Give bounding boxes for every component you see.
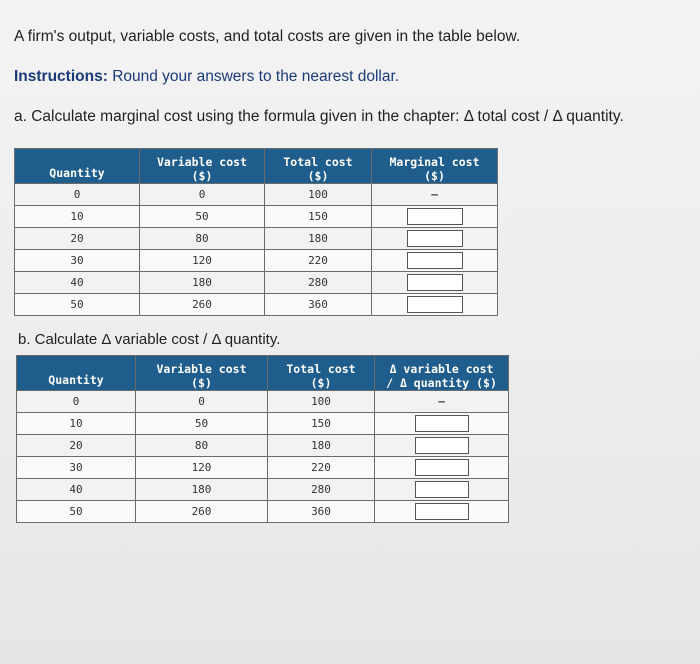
variable-cost-cell: 120 (136, 457, 268, 479)
total-cost-cell: 360 (268, 501, 375, 523)
table-row (15, 294, 498, 316)
answer-input[interactable] (407, 252, 463, 269)
table-row (17, 413, 509, 435)
table-row (15, 272, 498, 294)
quantity-cell: 10 (15, 206, 140, 228)
total-cost-cell: 220 (265, 250, 372, 272)
variable-cost-cell: 50 (140, 206, 265, 228)
total-cost-cell: 180 (265, 228, 372, 250)
variable-cost-cell: 180 (140, 272, 265, 294)
quantity-cell: 20 (15, 228, 140, 250)
answer-cell (372, 184, 498, 206)
table-row (17, 501, 509, 523)
answer-cell (375, 435, 509, 457)
table-row (17, 435, 509, 457)
answer-cell (372, 272, 498, 294)
answer-input[interactable] (415, 481, 469, 498)
table-row (17, 391, 509, 413)
quantity-cell: 0 (15, 184, 140, 206)
variable-cost-cell: 120 (140, 250, 265, 272)
dash-placeholder: – (431, 188, 438, 201)
answer-input[interactable] (415, 459, 469, 476)
answer-input[interactable] (407, 296, 463, 313)
answer-input[interactable] (415, 415, 469, 432)
quantity-cell: 50 (15, 294, 140, 316)
quantity-cell: 40 (15, 272, 140, 294)
part-a-prompt: a. Calculate marginal cost using the formula given in the chapter: Δ total cost / Δ quantity. (14, 108, 624, 125)
answer-input[interactable] (407, 208, 463, 225)
variable-cost-cell: 180 (136, 479, 268, 501)
instructions-label: Instructions: (14, 68, 108, 85)
table-row (17, 457, 509, 479)
answer-cell (372, 228, 498, 250)
table-row (15, 250, 498, 272)
variable-cost-header: Variable cost ($) (136, 356, 268, 391)
dash-placeholder: – (438, 395, 445, 408)
variable-cost-cell: 80 (140, 228, 265, 250)
intro-text: A firm's output, variable costs, and total costs are given in the table below. (14, 28, 521, 45)
variable-cost-cell: 80 (136, 435, 268, 457)
delta-vc-header: Δ variable cost / Δ quantity ($) (375, 356, 509, 391)
quantity-cell: 30 (17, 457, 136, 479)
quantity-cell: 10 (17, 413, 136, 435)
quantity-header: Quantity (17, 356, 136, 391)
total-cost-cell: 150 (265, 206, 372, 228)
total-cost-cell: 100 (265, 184, 372, 206)
variable-cost-cell: 260 (136, 501, 268, 523)
answer-cell (375, 413, 509, 435)
answer-cell (372, 294, 498, 316)
answer-input[interactable] (415, 437, 469, 454)
table-row (15, 206, 498, 228)
total-cost-cell: 100 (268, 391, 375, 413)
answer-input[interactable] (407, 230, 463, 247)
total-cost-header: Total cost ($) (268, 356, 375, 391)
marginal-cost-table (14, 148, 498, 316)
variable-cost-ratio-table (16, 355, 509, 523)
table-row (15, 184, 498, 206)
total-cost-cell: 180 (268, 435, 375, 457)
variable-cost-cell: 0 (136, 391, 268, 413)
quantity-cell: 30 (15, 250, 140, 272)
answer-input[interactable] (415, 503, 469, 520)
total-cost-cell: 220 (268, 457, 375, 479)
total-cost-cell: 150 (268, 413, 375, 435)
total-cost-cell: 280 (268, 479, 375, 501)
answer-input[interactable] (407, 274, 463, 291)
quantity-cell: 40 (17, 479, 136, 501)
total-cost-cell: 360 (265, 294, 372, 316)
quantity-cell: 50 (17, 501, 136, 523)
variable-cost-cell: 260 (140, 294, 265, 316)
answer-cell (375, 391, 509, 413)
part-b-prompt: b. Calculate Δ variable cost / Δ quantity. (18, 331, 281, 348)
quantity-header: Quantity (15, 149, 140, 184)
instructions-text: Round your answers to the nearest dollar. (112, 68, 400, 85)
total-cost-header: Total cost ($) (265, 149, 372, 184)
total-cost-cell: 280 (265, 272, 372, 294)
quantity-cell: 20 (17, 435, 136, 457)
table-row (17, 479, 509, 501)
answer-cell (372, 206, 498, 228)
quantity-cell: 0 (17, 391, 136, 413)
variable-cost-header: Variable cost ($) (140, 149, 265, 184)
instructions (14, 68, 399, 86)
table-row (15, 228, 498, 250)
answer-cell (375, 457, 509, 479)
answer-cell (372, 250, 498, 272)
answer-cell (375, 501, 509, 523)
answer-cell (375, 479, 509, 501)
variable-cost-cell: 0 (140, 184, 265, 206)
variable-cost-cell: 50 (136, 413, 268, 435)
marginal-cost-header: Marginal cost ($) (372, 149, 498, 184)
